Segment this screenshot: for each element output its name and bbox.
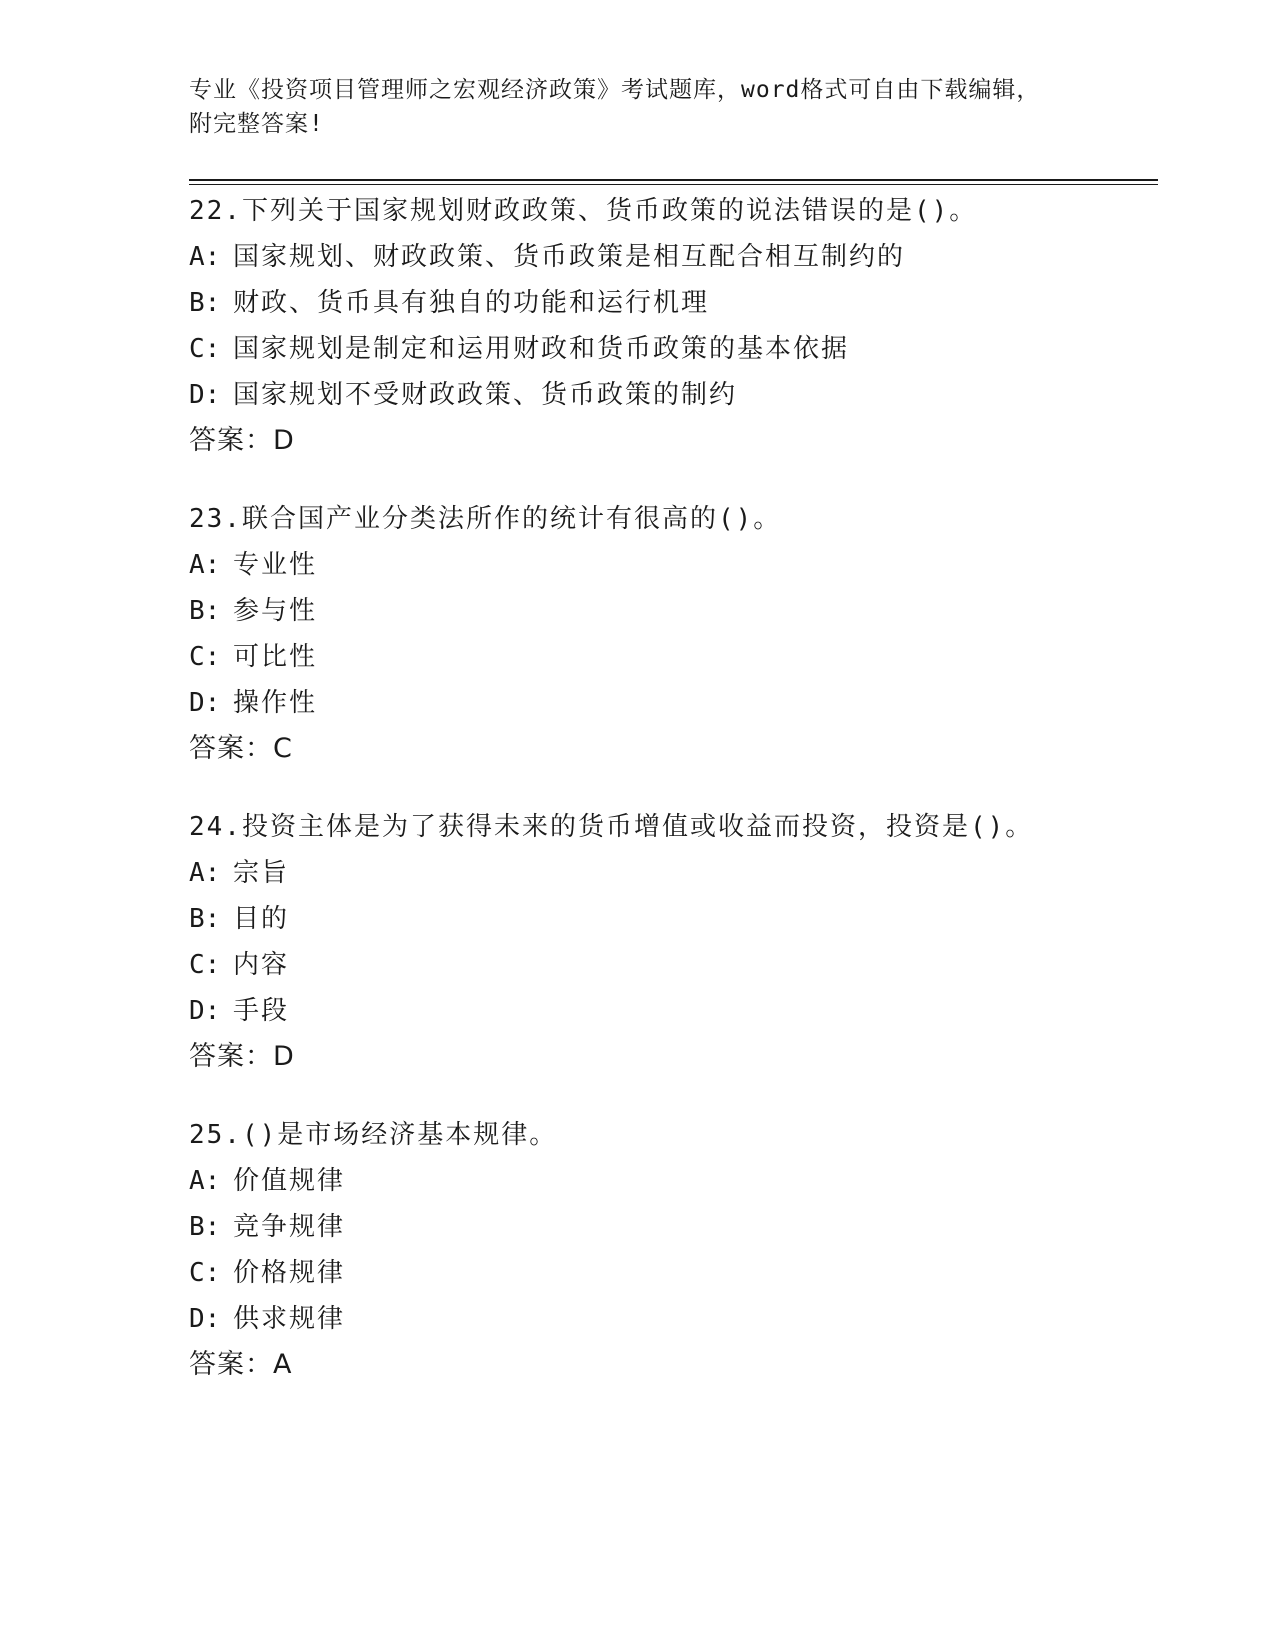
option-text: 目的 — [233, 904, 290, 934]
option-text: 供求规律 — [233, 1304, 346, 1334]
option-key: B: — [189, 1212, 221, 1242]
option-key: D: — [189, 996, 221, 1026]
option-c — [189, 942, 1149, 988]
option-key: C: — [189, 642, 221, 672]
answer-line: 答案：C — [189, 733, 293, 764]
option-c — [189, 1250, 1149, 1296]
option-key: B: — [189, 288, 221, 318]
option-text: 价格规律 — [233, 1258, 346, 1288]
option-key: C: — [189, 334, 221, 364]
option-b — [189, 588, 1149, 634]
header-divider-thick — [189, 179, 1158, 181]
question-23 — [189, 496, 1149, 772]
option-text: 国家规划不受财政政策、货币政策的制约 — [233, 380, 738, 410]
option-d — [189, 988, 1149, 1034]
option-d — [189, 1296, 1149, 1342]
option-text: 专业性 — [233, 550, 318, 580]
option-text: 竞争规律 — [233, 1212, 346, 1242]
option-a — [189, 1158, 1149, 1204]
option-text: 财政、货币具有独自的功能和运行机理 — [233, 288, 710, 318]
option-key: D: — [189, 1304, 221, 1334]
option-b — [189, 1204, 1149, 1250]
option-c — [189, 634, 1149, 680]
question-stem: 23.联合国产业分类法所作的统计有很高的()。 — [189, 504, 782, 534]
option-key: A: — [189, 858, 221, 888]
option-key: C: — [189, 1258, 221, 1288]
document-header — [189, 73, 1089, 141]
option-text: 手段 — [233, 996, 290, 1026]
question-stem: 24.投资主体是为了获得未来的货币增值或收益而投资，投资是()。 — [189, 812, 1034, 842]
option-b — [189, 280, 1149, 326]
option-c — [189, 326, 1149, 372]
option-text: 参与性 — [233, 596, 318, 626]
option-text: 国家规划、财政政策、货币政策是相互配合相互制约的 — [233, 242, 906, 272]
option-key: A: — [189, 242, 221, 272]
option-text: 国家规划是制定和运用财政和货币政策的基本依据 — [233, 334, 850, 364]
option-key: D: — [189, 688, 221, 718]
option-text: 可比性 — [233, 642, 318, 672]
option-d — [189, 372, 1149, 418]
answer-line: 答案：D — [189, 1041, 295, 1072]
option-a — [189, 542, 1149, 588]
question-stem: 22.下列关于国家规划财政政策、货币政策的说法错误的是()。 — [189, 196, 978, 226]
option-a — [189, 234, 1149, 280]
option-d — [189, 680, 1149, 726]
header-line-2: 附完整答案! — [189, 111, 324, 137]
option-text: 宗旨 — [233, 858, 290, 888]
header-divider-thin — [189, 184, 1158, 185]
answer-line: 答案：D — [189, 425, 295, 456]
option-text: 价值规律 — [233, 1166, 346, 1196]
option-key: D: — [189, 380, 221, 410]
option-a — [189, 850, 1149, 896]
header-line-1: 专业《投资项目管理师之宏观经济政策》考试题库，word格式可自由下载编辑， — [189, 77, 1041, 103]
option-key: A: — [189, 550, 221, 580]
answer-line: 答案：A — [189, 1349, 293, 1380]
question-stem: 25.()是市场经济基本规律。 — [189, 1120, 558, 1150]
option-text: 操作性 — [233, 688, 318, 718]
option-key: B: — [189, 904, 221, 934]
question-24 — [189, 804, 1149, 1080]
question-25 — [189, 1112, 1149, 1388]
question-22 — [189, 188, 1149, 464]
option-key: C: — [189, 950, 221, 980]
option-b — [189, 896, 1149, 942]
option-key: A: — [189, 1166, 221, 1196]
option-text: 内容 — [233, 950, 290, 980]
option-key: B: — [189, 596, 221, 626]
